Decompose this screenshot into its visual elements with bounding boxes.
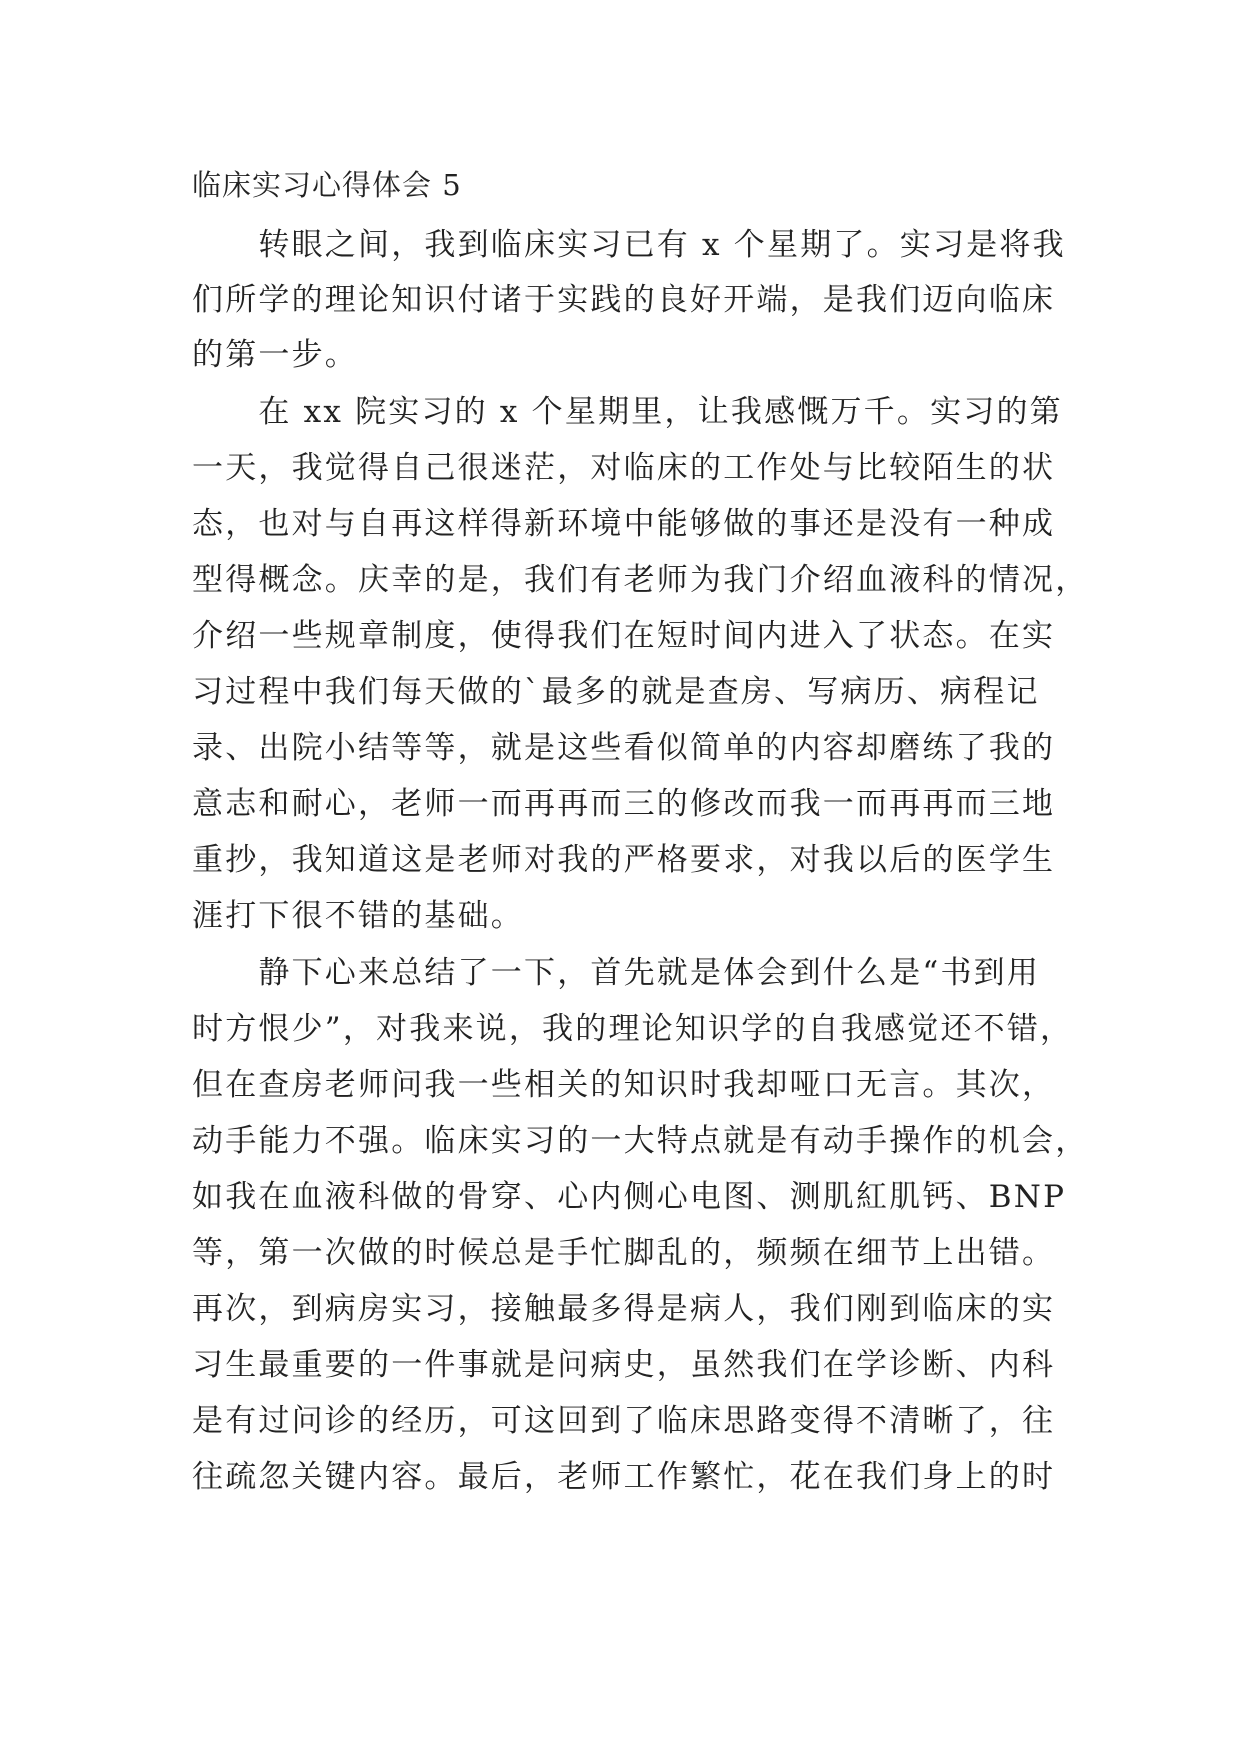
paragraph-line: 们所学的理论知识付诸于实践的良好开端，是我们迈向临床 — [192, 282, 1056, 318]
paragraph-line: 如我在血液科做的骨穿、心内侧心电图、测肌紅肌钙、BNP — [192, 1179, 1067, 1215]
paragraph-line: 转眼之间，我到临床实习已有 x 个星期了。实习是将我 — [192, 227, 1066, 263]
paragraph-line: 是有过问诊的经历，可这回到了临床思路变得不清晰了，往 — [192, 1403, 1056, 1439]
paragraph-line: 等，第一次做的时候总是手忙脚乱的，频频在细节上出错。 — [192, 1235, 1056, 1271]
paragraph-line: 的第一步。 — [192, 337, 358, 373]
paragraph-line: 涯打下很不错的基础。 — [192, 898, 524, 934]
paragraph-line: 型得概念。庆幸的是，我们有老师为我门介绍血液科的情况， — [192, 562, 1089, 598]
paragraph-line: 意志和耐心，老师一而再再而三的修改而我一而再再而三地 — [192, 786, 1056, 822]
paragraph-line: 但在查房老师问我一些相关的知识时我却哑口无言。其次， — [192, 1067, 1056, 1103]
paragraph-line: 再次，到病房实习，接触最多得是病人，我们刚到临床的实 — [192, 1291, 1056, 1327]
paragraph-line: 动手能力不强。临床实习的一大特点就是有动手操作的机会， — [192, 1123, 1089, 1159]
paragraph-line: 在 xx 院实习的 x 个星期里，让我感慨万千。实习的第 — [192, 394, 1063, 430]
paragraph-line: 一天，我觉得自己很迷茫，对临床的工作处与比较陌生的状 — [192, 450, 1056, 486]
paragraph-line: 重抄，我知道这是老师对我的严格要求，对我以后的医学生 — [192, 842, 1056, 878]
document-title: 临床实习心得体会 5 — [192, 168, 462, 202]
paragraph-line: 态，也对与自再这样得新环境中能够做的事还是没有一种成 — [192, 506, 1056, 542]
paragraph-line: 习过程中我们每天做的`最多的就是查房、写病历、病程记 — [192, 674, 1040, 710]
paragraph-line: 录、出院小结等等，就是这些看似简单的内容却磨练了我的 — [192, 730, 1056, 766]
paragraph-line: 介绍一些规章制度，使得我们在短时间内进入了状态。在实 — [192, 618, 1056, 654]
paragraph-line: 静下心来总结了一下，首先就是体会到什么是“书到用 — [192, 955, 1041, 991]
paragraph-line: 习生最重要的一件事就是问病史，虽然我们在学诊断、内科 — [192, 1347, 1056, 1383]
paragraph-line: 往疏忽关键内容。最后，老师工作繁忙，花在我们身上的时 — [192, 1459, 1056, 1495]
paragraph-line: 时方恨少”，对我来说，我的理论知识学的自我感觉还不错， — [192, 1011, 1074, 1047]
